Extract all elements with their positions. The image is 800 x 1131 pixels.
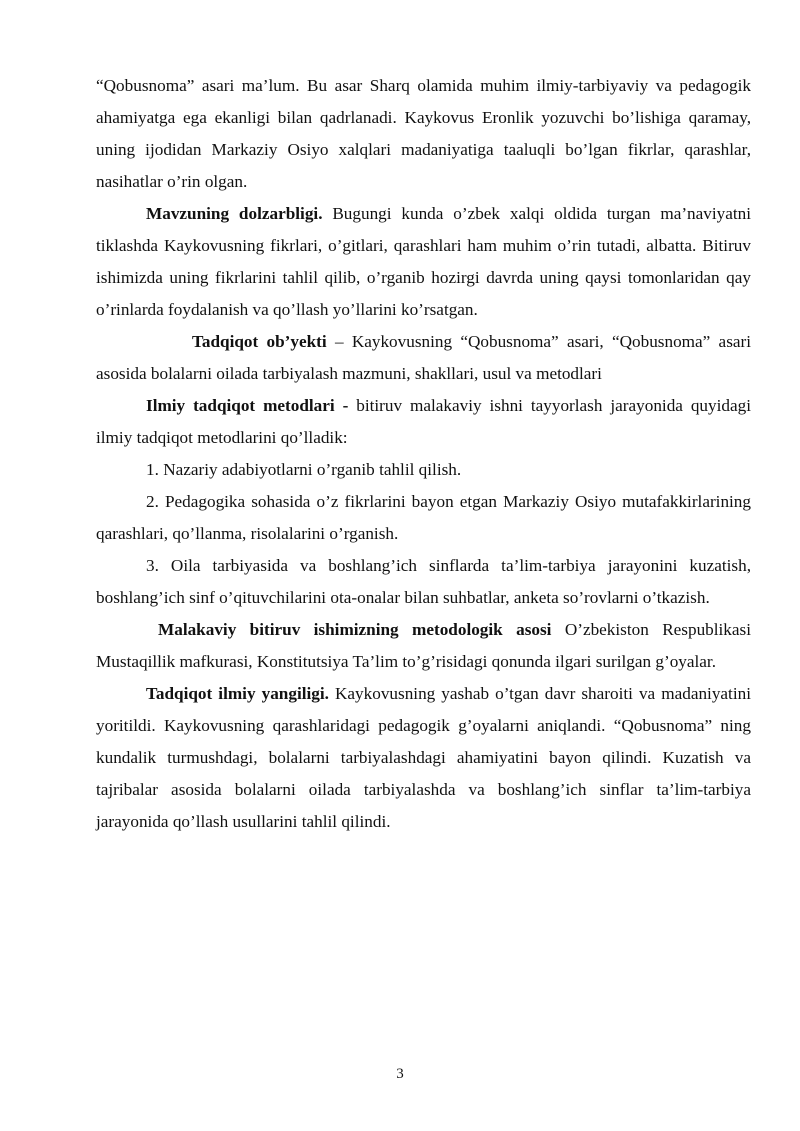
page-number: 3 [396, 1066, 404, 1082]
paragraph-research-methods [96, 390, 751, 454]
list-item-method-1 [96, 454, 751, 486]
paragraph-text: Kaykovusning yashab o’tgan davr sharoiti va madaniyatini yoritildi. Kaykovusning qarashlaridagi pedagogik g’oyalarni aniqlandi. “Qobusnoma” ning kundalik turmushdagi, bolalarni tarbiyalashdagi ahamiyatini bayon qilindi. Kuzatish va tajribalar asosida bolalarni oilada tarbiyalashda va boshlang’ich sinflar ta’lim-tarbiya jarayonida qo’llash usullarini tahlil qilindi. [96, 684, 751, 831]
paragraph-heading: Malakaviy bitiruv ishimizning metodologik asosi [158, 620, 552, 639]
paragraph-text: “Qobusnoma” asari ma’lum. Bu asar Sharq olamida muhim ilmiy-tarbiyaviy va pedagogik ahamiyatga ega ekanligi bilan qadrlanadi. Kaykovus Eronlik yozuvchi bo’lishiga qaramay, uning ijodidan Markaziy Osiyo xalqlari madaniyatiga taaluqli bo’lgan fikrlar, qarashlar, nasihatlar o’rin olgan. [96, 76, 751, 191]
list-item-method-3 [96, 550, 751, 614]
paragraph-text: bitiruv malakaviy ishni tayyorlash jarayonida quyidagi ilmiy tadqiqot metodlarini qo’lladik: [96, 396, 751, 447]
paragraph-heading: Tadqiqot ilmiy yangiligi. [146, 684, 329, 703]
list-item-method-2 [96, 486, 751, 550]
paragraph-text: Bugungi kunda o’zbek xalqi oldida turgan ma’naviyatni tiklashda Kaykovusning fikrlari, o’gitlari, qarashlari ham muhim o’rin tutadi, albatta. Bitiruv ishimizda uning fikrlarini tahlil qilib, o’rganib hozirgi davrda uning qaysi tomonlaridan qay o’rinlarda foydalanish va qo’llash yo’llarini ko’rsatgan. [96, 204, 752, 319]
paragraph-heading: Tadqiqot ob’yekti [192, 332, 327, 351]
list-item-text: 2. Pedagogika sohasida o’z fikrlarini bayon etgan Markaziy Osiyo mutafakkirlarining qarashlari, qo’llanma, risolalarini o’rganish. [96, 492, 751, 543]
document-body [96, 70, 751, 838]
paragraph-relevance [96, 198, 751, 326]
paragraph-text: O’zbekiston Respublikasi Mustaqillik mafkurasi, Konstitutsiya Ta’lim to’g’risidagi qonunda ilgari surilgan g’oyalar. [96, 620, 751, 671]
list-item-text: 3. Oila tarbiyasida va boshlang’ich sinflarda ta’lim-tarbiya jarayonini kuzatish, boshlang’ich sinf o’qituvchilarini ota-onalar bilan suhbatlar, anketa so’rovlarni o’tkazish. [96, 556, 751, 607]
paragraph-novelty [96, 678, 751, 838]
paragraph-methodology [96, 614, 751, 678]
paragraph-text: – Kaykovusning “Qobusnoma” asari, “Qobusnoma” asari asosida bolalarni oilada tarbiyalash mazmuni, shakllari, usul va metodlari [96, 332, 752, 383]
paragraph-heading: Mavzuning dolzarbligi. [146, 204, 323, 223]
paragraph-intro [96, 70, 751, 198]
paragraph-heading: Ilmiy tadqiqot metodlari - [146, 396, 349, 415]
paragraph-research-object [96, 326, 751, 390]
list-item-text: 1. Nazariy adabiyotlarni o’rganib tahlil qilish. [146, 460, 462, 479]
